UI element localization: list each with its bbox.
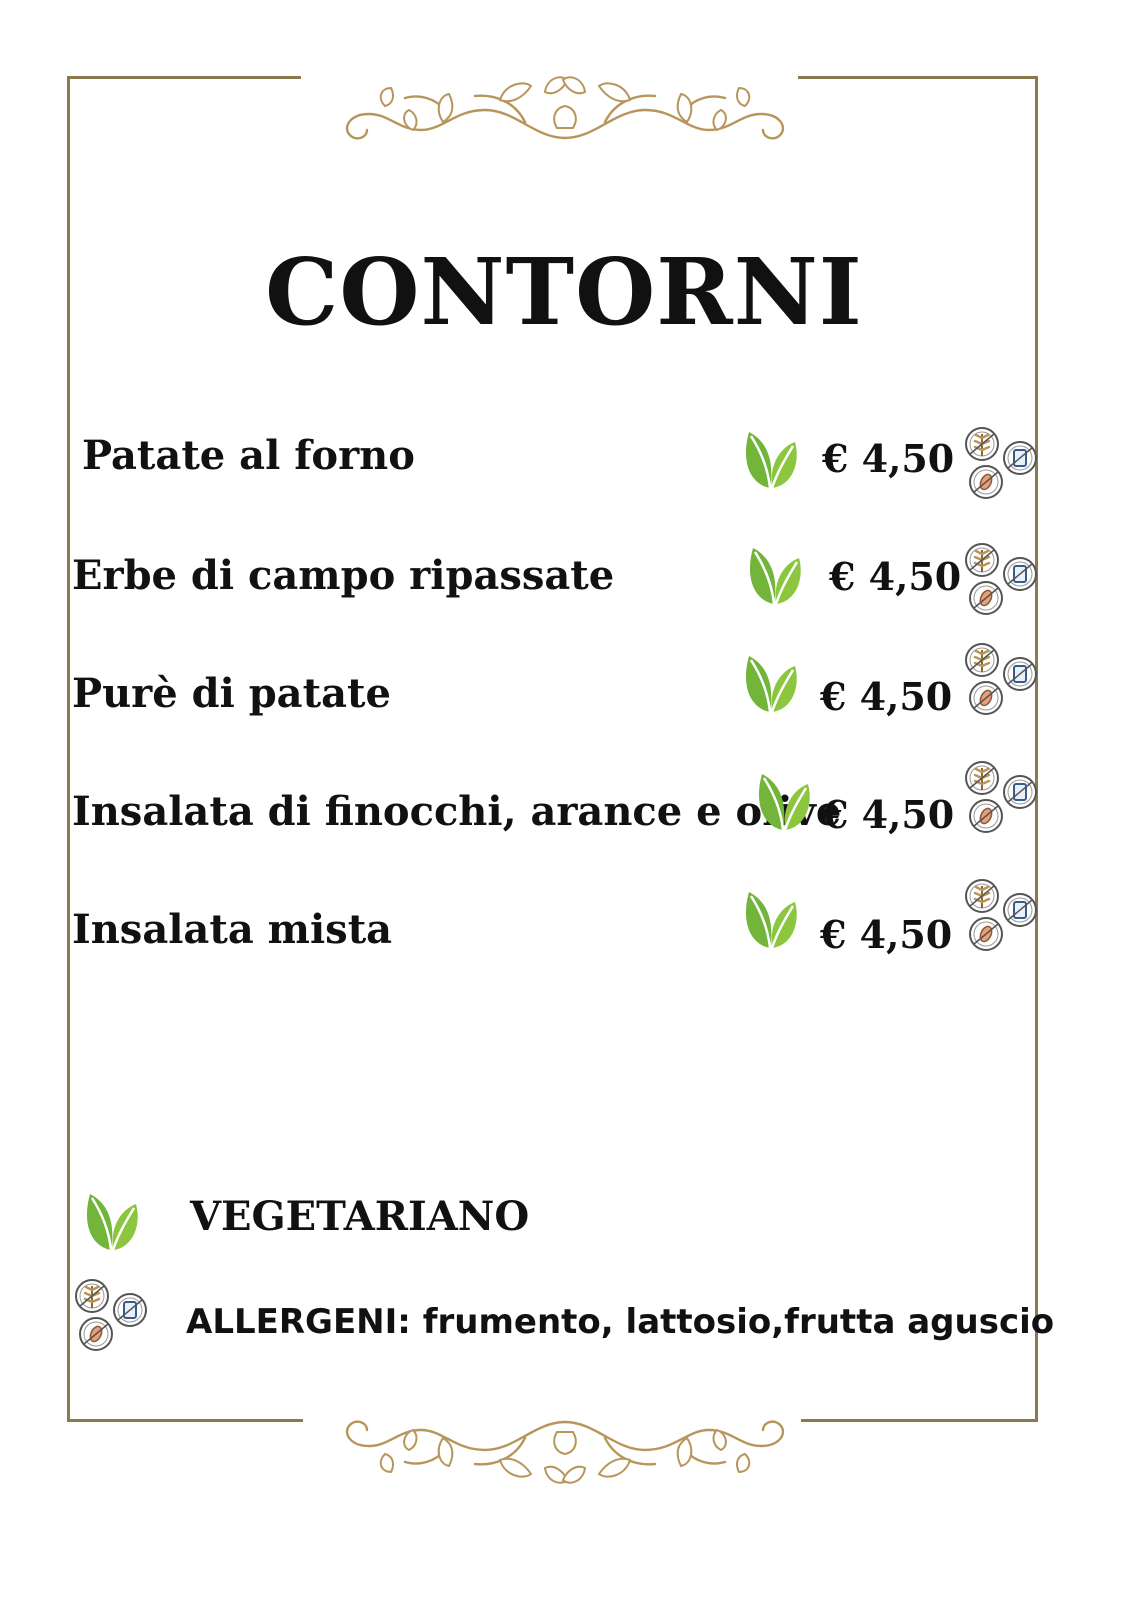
allergen-icons	[962, 878, 1042, 954]
frame-bottom-right	[801, 1419, 1038, 1422]
allergen-icons	[962, 426, 1042, 502]
frame-top-left	[67, 76, 301, 79]
item-name: Insalata di finocchi, arance e olive	[72, 788, 842, 835]
item-price: € 4,50	[829, 554, 962, 599]
vegetarian-leaf-icon	[747, 540, 803, 606]
allergen-icons	[962, 760, 1042, 836]
allergen-icons	[962, 542, 1042, 618]
item-price: € 4,50	[820, 912, 953, 957]
frame-bottom-left	[67, 1419, 303, 1422]
bottom-ornament-icon	[325, 1410, 805, 1490]
item-price: € 4,50	[822, 436, 955, 481]
allergen-icons	[962, 642, 1042, 718]
item-name: Erbe di campo ripassate	[72, 552, 615, 599]
vegetarian-leaf-icon	[743, 424, 799, 490]
vegetarian-leaf-icon	[743, 648, 799, 714]
item-price: € 4,50	[822, 792, 955, 837]
vegetarian-legend-leaf-icon	[84, 1186, 140, 1252]
item-name: Patate al forno	[82, 432, 415, 479]
item-price: € 4,50	[820, 674, 953, 719]
frame-top-right	[798, 76, 1038, 79]
page-title: CONTORNI	[265, 238, 863, 346]
item-name: Purè di patate	[72, 670, 391, 717]
item-name: Insalata mista	[72, 906, 393, 953]
vegetarian-leaf-icon	[756, 766, 812, 832]
top-ornament-icon	[325, 70, 805, 150]
allergen-legend-icons	[72, 1278, 152, 1354]
allergens-legend-label: ALLERGENI: frumento, lattosio,frutta aguscio	[186, 1302, 1055, 1342]
vegetarian-legend-label: VEGETARIANO	[190, 1193, 530, 1240]
vegetarian-leaf-icon	[743, 884, 799, 950]
